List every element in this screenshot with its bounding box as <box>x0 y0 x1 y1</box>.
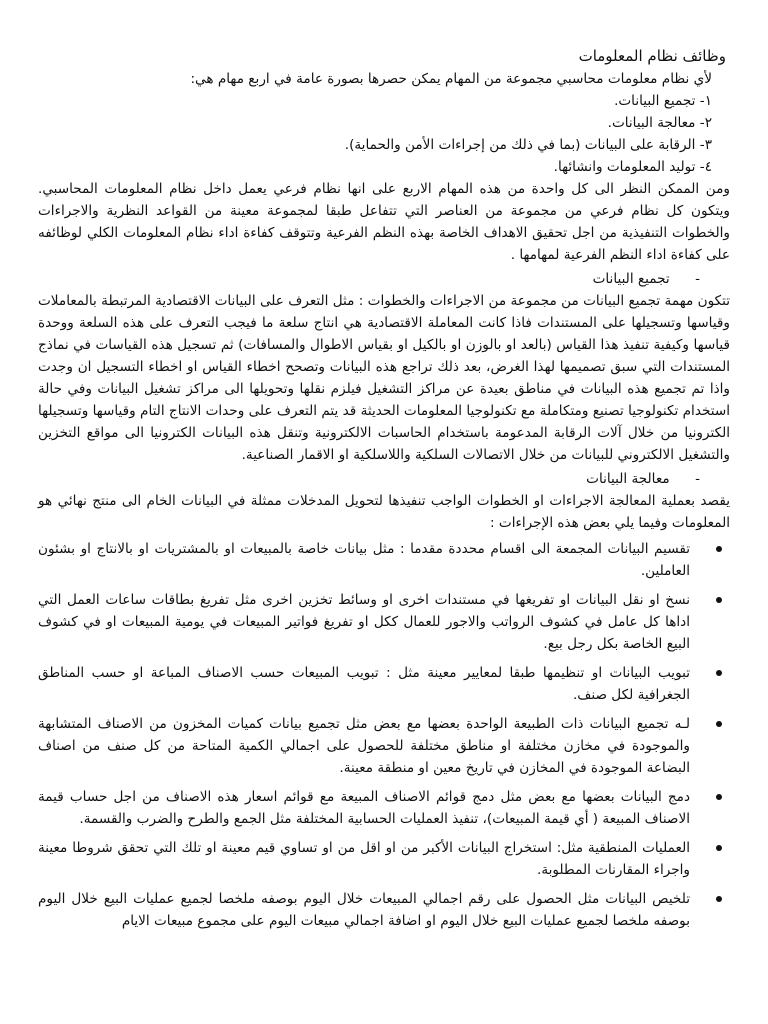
list-item-text: دمج البيانات بعضها مع بعض مثل دمج قوائم الاصناف المبيعة مع قوائم اسعار هذه الاصناف من اجل حساب قيمة الاصناف المبيعة ( أي قيمة المبيعات)، تنفيذ العمليات الحسابية المختلفة مثل الجمع والطرح والضرب والقسمة. <box>38 789 690 827</box>
list-item-text: لـه تجميع البيانات ذات الطبيعة الواحدة بعضها مع بعض مثل تجميع بيانات كميات المخزون من الاصناف المتشابهة والموجودة في مخازن مختلفة او مناطق مختلفة للحصول على اجمالي الكمية المتاحة من كل صنف من اصناف البضاعة الموجودة في المخازن في تاريخ معين او منطقة معينة. <box>38 716 690 776</box>
intro-text: لأي نظام معلومات محاسبي مجموعة من المهام يمكن حصرها بصورة عامة في اربع مهام هي: <box>190 71 712 87</box>
list-item <box>38 538 730 582</box>
list-item <box>38 888 730 932</box>
heading-dash: - <box>695 271 700 287</box>
list-item <box>38 589 730 655</box>
task-list <box>38 90 730 178</box>
collection-paragraph: تتكون مهمة تجميع البيانات من مجموعة من الاجراءات والخطوات : مثل التعرف على البيانات الاقتصادية المرتبطة بالمعاملات وقياسها وتسجيلها على المستندات فاذا كانت المعاملة الاقتصادية هي انتاج سلعة ما فيجب التعرف على هذه السلعة ووحدة قياسها وكيفية تنفيذ هذا القياس (بالعد او بالوزن او بالكيل او بقياس الاطوال والمسافات) ثم تسجيل هذه القياسات في نماذج المستندات التي سبق تصميمها لهذا الغرض، بعد ذلك تراجع هذه البيانات وتصحح اخطاء القياس او اخطاء التسجيل ان وجدت واذا تم تجميع هذه البيانات في مناطق بعيدة عن مراكز التشغيل فيلزم نقلها وتحويلها الى مراكز تشغيل البيانات وفي حالة استخدام تكنولوجيا تصنيع ومتكاملة مع تكنولوجيا المعلومات الحديثة قد يتم التعرف على وحدات الانتاج التام وقياسها وتسجيلها الكترونيا من خلال آلات الرقابة المدعومة باستخدام الحاسبات الالكترونية وتنقل هذه البيانات الكترونيا الى مواقع التخزين والتشغيل الالكتروني للبيانات من خلال الاتصالات السلكية واللاسلكية او الاقمار الصناعية. <box>38 293 730 463</box>
list-item <box>38 713 730 779</box>
heading-dash: - <box>695 471 700 487</box>
list-item <box>38 662 730 706</box>
list-item-text: تلخيص البيانات مثل الحصول على رقم اجمالي المبيعات خلال اليوم بوصفه ملخصا لجميع عمليات البيع خلال اليوم بوصفه ملخصا لجميع عمليات البيع خلال اليوم او اضافة اجمالي مبيعات اليوم على مجموع مبيعات الايام <box>38 891 690 929</box>
task-item: ٤- توليد المعلومات وانشائها. <box>553 159 712 175</box>
list-item-text: العمليات المنطقية مثل: استخراج البيانات الأكبر من او اقل من او تساوي قيم معينة او تلك التي تحقق شروطا معينة واجراء المقارنات المطلوبة. <box>38 840 690 878</box>
task-item: ٢- معالجة البيانات. <box>607 115 712 131</box>
bullet-icon <box>716 597 722 603</box>
heading-text: معالجة البيانات <box>586 471 670 487</box>
list-item-text: تقسيم البيانات المجمعة الى اقسام محددة مقدما : مثل بيانات خاصة بالمبيعات او بالمشتريات او بالانتاج او بشئون العاملين. <box>38 541 690 579</box>
heading-text: تجميع البيانات <box>592 271 670 287</box>
list-item <box>38 786 730 830</box>
section-heading-collection <box>38 268 730 290</box>
bullet-icon <box>716 794 722 800</box>
subsystems-paragraph: ومن الممكن النظر الى كل واحدة من هذه المهام الاربع على انها نظام فرعي يعمل داخل نظام المعلومات المحاسبي. ويتكون كل نظام فرعي من مجموعة من العناصر التي تتفاعل طبقا لمجموعة معينة من القواعد النظرية والاجراءات والخطوات التنفيذية من اجل تحقيق الاهداف الخاصة بهذه النظم الفرعية وتتوقف كفاءة اداء نظام المعلومات الكلي لوظائفه على كفاءة اداء النظم الفرعية لمهامها . <box>38 181 730 263</box>
list-item-text: نسخ او نقل البيانات او تفريغها في مستندات اخرى او وسائط تخزين اخرى مثل تفريغ بطاقات ساعات العمل التي اداها كل عامل في كشوف الرواتب والاجور للعمال ككل او تفريغ فواتير المبيعات في يومية المبيعات او في كشوف البيع الخاصة بكل رجل بيع. <box>38 592 690 652</box>
processing-paragraph: يقصد بعملية المعالجة الاجراءات او الخطوات الواجب تنفيذها لتحويل المدخلات ممثلة في البيانات الخام الى منتج نهائي هو المعلومات وفيما يلي بعض هذه الإجراءات : <box>38 493 730 531</box>
document-title: وظائف نظام المعلومات <box>578 47 726 65</box>
list-item-text: تبويب البيانات او تنظيمها طبقا لمعايير معينة مثل : تبويب المبيعات حسب الاصناف المباعة او حسب المناطق الجغرافية لكل صنف. <box>38 665 690 703</box>
bullet-icon <box>716 670 722 676</box>
bullet-icon <box>716 896 722 902</box>
bullet-icon <box>716 721 722 727</box>
task-item: ٣- الرقابة على البيانات (بما في ذلك من إجراءات الأمن والحماية). <box>344 137 712 153</box>
bullet-icon <box>716 546 722 552</box>
task-item: ١- تجميع البيانات. <box>614 93 712 109</box>
section-heading-processing <box>38 468 730 490</box>
list-item <box>38 837 730 881</box>
bullet-icon <box>716 845 722 851</box>
processing-bullet-list <box>38 538 730 932</box>
